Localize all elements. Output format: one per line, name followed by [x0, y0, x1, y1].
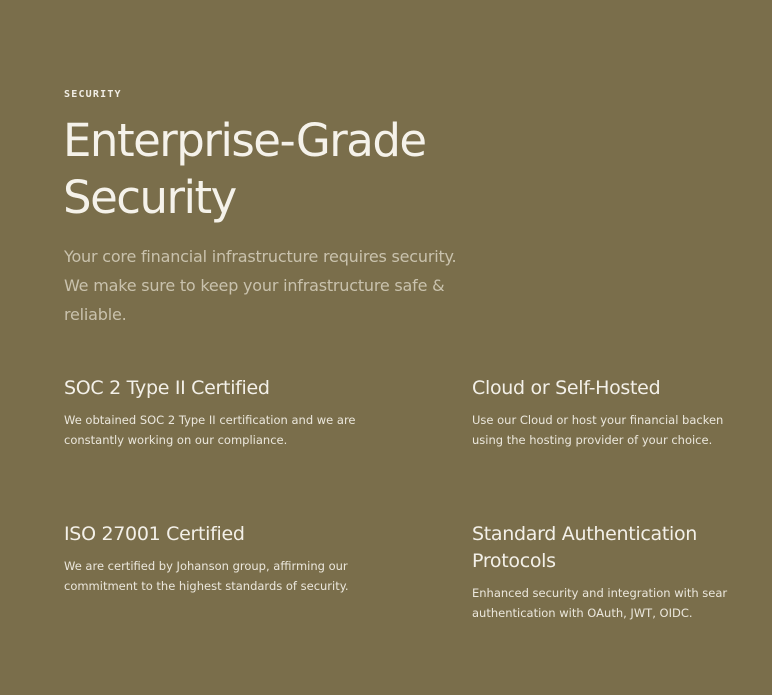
- section-lead: Your core financial infrastructure requires security. We make sure to keep your infrastructure safe & reliable.: [64, 247, 457, 324]
- feature-soc2: [64, 375, 364, 450]
- feature-description-line: Enhanced security and integration with sear: [472, 586, 728, 600]
- feature-title: Standard Authentication Protocols: [472, 523, 698, 572]
- feature-description: [472, 583, 772, 623]
- section-headline: Enterprise-Grade Security: [63, 114, 426, 224]
- feature-description-line: Use our Cloud or host your financial backen: [472, 413, 724, 427]
- feature-auth-protocols: [472, 521, 772, 623]
- feature-description: [472, 410, 772, 450]
- feature-title: ISO 27001 Certified: [64, 523, 245, 545]
- feature-description: We are certified by Johanson group, affirming our commitment to the highest standards of security.: [64, 559, 349, 593]
- feature-description: We obtained SOC 2 Type II certification and we are constantly working on our compliance.: [64, 413, 356, 447]
- feature-title: Cloud or Self-Hosted: [472, 377, 661, 399]
- feature-description-line: authentication with OAuth, JWT, OIDC.: [472, 606, 693, 620]
- feature-description-line: using the hosting provider of your choice.: [472, 433, 713, 447]
- feature-iso27001: [64, 521, 364, 596]
- section-eyebrow: SECURITY: [64, 89, 122, 100]
- feature-title: SOC 2 Type II Certified: [64, 377, 270, 399]
- feature-cloud-self-hosted: [472, 375, 772, 450]
